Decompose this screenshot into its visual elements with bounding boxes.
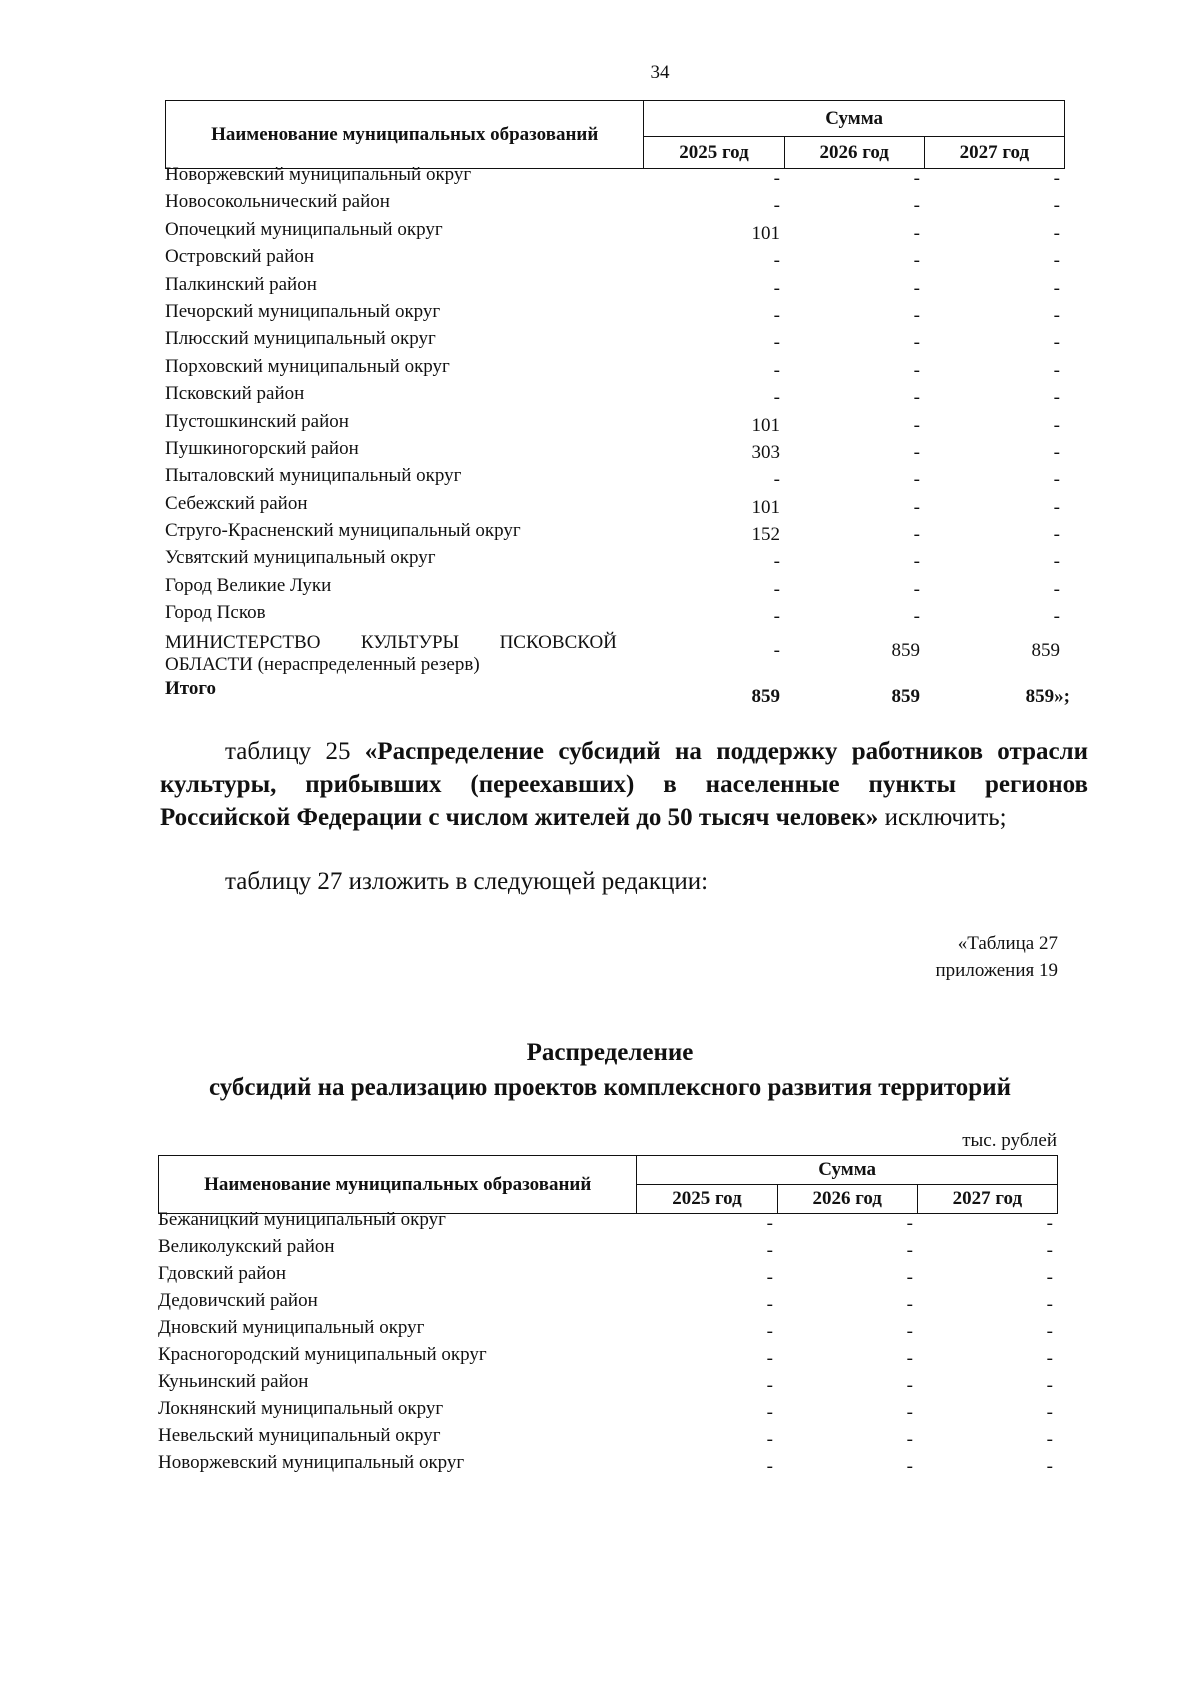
table-row xyxy=(158,1263,1058,1290)
table-row xyxy=(165,520,1065,547)
cell-value: - xyxy=(766,1456,773,1477)
table-row xyxy=(165,465,1065,492)
cell-value: - xyxy=(766,1240,773,1261)
cell-value: - xyxy=(766,1267,773,1288)
table-row xyxy=(158,1236,1058,1263)
row-name: Куньинский район xyxy=(158,1371,309,1392)
table-row xyxy=(165,493,1065,520)
table1-header xyxy=(165,100,1065,169)
cell-value: - xyxy=(906,1429,913,1450)
cell-value: - xyxy=(766,1294,773,1315)
table-row xyxy=(158,1452,1058,1479)
cell-value: 859 xyxy=(1031,640,1060,661)
cell-value: - xyxy=(1053,414,1060,436)
row-name: Бежаницкий муниципальный округ xyxy=(158,1209,446,1230)
table-row xyxy=(165,246,1065,273)
table-row xyxy=(158,1398,1058,1425)
cell-value: - xyxy=(913,277,920,299)
cell-value: - xyxy=(906,1267,913,1288)
cell-value: - xyxy=(773,578,780,600)
cell-value: - xyxy=(1046,1267,1053,1288)
table-row xyxy=(165,383,1065,410)
row-name: Гдовский район xyxy=(158,1263,287,1284)
page-number: 34 xyxy=(650,62,670,83)
para-bold-title: «Распределение субсидий на поддержку работников отрасли культуры, прибывших (переехавших) в населенные пункты регионов Российской Федерации с числом жителей до 50 тысяч человек» xyxy=(160,738,1088,831)
row-name: Новосокольнический район xyxy=(165,191,390,213)
name-column-header: Наименование муниципальных образований xyxy=(166,101,644,169)
cell-value: - xyxy=(1046,1402,1053,1423)
cell-value: - xyxy=(773,469,780,491)
cell-value: - xyxy=(1053,222,1060,244)
cell-value: - xyxy=(773,168,780,189)
year-header: 2026 год xyxy=(784,137,924,169)
cell-value: 859 xyxy=(891,640,920,661)
cell-value: - xyxy=(906,1294,913,1315)
cell-value: - xyxy=(1046,1213,1053,1234)
table1-total-row xyxy=(165,678,1070,707)
cell-value: - xyxy=(1053,496,1060,518)
table2-body xyxy=(158,1209,1058,1479)
cell-value: - xyxy=(773,551,780,573)
table-row xyxy=(165,274,1065,301)
cell-value: - xyxy=(913,441,920,463)
cell-value: 101 xyxy=(751,414,780,436)
cell-value: - xyxy=(913,359,920,381)
cell-value: - xyxy=(1046,1429,1053,1450)
cell-value: 101 xyxy=(751,222,780,244)
year-header: 2026 год xyxy=(777,1185,917,1214)
cell-value: - xyxy=(773,332,780,354)
table-row xyxy=(165,328,1065,355)
cell-value: - xyxy=(913,387,920,409)
row-name: Псковский район xyxy=(165,383,305,405)
table2-header xyxy=(158,1155,1058,1214)
table-row xyxy=(158,1317,1058,1344)
cell-value: - xyxy=(766,1429,773,1450)
cell-value: - xyxy=(913,222,920,244)
row-name: Усвятский муниципальный округ xyxy=(165,547,436,569)
total-label: Итого xyxy=(165,678,217,699)
sum-header: Сумма xyxy=(644,101,1065,137)
row-name: Пушкиногорский район xyxy=(165,437,359,459)
title-line1: Распределение xyxy=(526,1039,694,1066)
table-row xyxy=(165,602,1065,629)
row-name: Порховский муниципальный округ xyxy=(165,355,450,377)
cell-value: - xyxy=(913,304,920,326)
cell-value: - xyxy=(1046,1294,1053,1315)
cell-value: - xyxy=(1053,387,1060,409)
cell-value: - xyxy=(1053,195,1060,217)
cell-value: - xyxy=(913,524,920,546)
row-name: Опочецкий муниципальный округ xyxy=(165,218,443,240)
cell-value: - xyxy=(913,250,920,272)
table1-ministry-row xyxy=(165,632,1065,676)
table-row xyxy=(165,219,1065,246)
cell-value: - xyxy=(773,250,780,272)
units-label: тыс. рублей xyxy=(962,1130,1057,1151)
cell-value: 152 xyxy=(751,524,780,546)
cell-value: - xyxy=(773,304,780,326)
cell-value: - xyxy=(906,1375,913,1396)
table-row xyxy=(165,356,1065,383)
cell-value: - xyxy=(773,387,780,409)
table-row xyxy=(165,547,1065,574)
year-header: 2025 год xyxy=(644,137,784,169)
cell-value: - xyxy=(1053,469,1060,491)
cell-value: - xyxy=(1053,304,1060,326)
row-name: Островский район xyxy=(165,246,315,268)
table-row xyxy=(165,164,1065,191)
ministry-name-line2: ОБЛАСТИ (нераспределенный резерв) xyxy=(165,654,480,675)
cell-value: - xyxy=(1053,168,1060,189)
paragraph-table27: таблицу 27 изложить в следующей редакции: xyxy=(225,868,709,895)
row-name: Невельский муниципальный округ xyxy=(158,1425,441,1446)
cell-value: - xyxy=(773,640,780,661)
row-name: Плюсский муниципальный округ xyxy=(165,328,436,350)
cell-value: - xyxy=(1046,1375,1053,1396)
cell-value: - xyxy=(773,277,780,299)
row-name: Новоржевский муниципальный округ xyxy=(158,1452,465,1473)
cell-value: - xyxy=(1053,250,1060,272)
row-name: Великолукский район xyxy=(158,1236,335,1257)
year-header: 2027 год xyxy=(924,137,1064,169)
row-name: Струго-Красненский муниципальный округ xyxy=(165,520,521,542)
row-name: Город Великие Луки xyxy=(165,574,332,596)
table-row xyxy=(158,1290,1058,1317)
row-name: Себежский район xyxy=(165,492,308,514)
cell-value: - xyxy=(913,551,920,573)
cell-value: - xyxy=(1053,551,1060,573)
row-name: Палкинский район xyxy=(165,273,317,295)
title-line2: субсидий на реализацию проектов комплексного развития территорий xyxy=(208,1074,1012,1101)
cell-value: 303 xyxy=(751,441,780,463)
table-ref-line1: «Таблица 27 xyxy=(957,933,1058,954)
cell-value: - xyxy=(906,1348,913,1369)
cell-value: - xyxy=(913,414,920,436)
cell-value: - xyxy=(913,578,920,600)
cell-value: - xyxy=(1053,578,1060,600)
cell-value: - xyxy=(766,1375,773,1396)
row-name: Пустошкинский район xyxy=(165,410,349,432)
cell-value: - xyxy=(906,1456,913,1477)
table-title xyxy=(160,1035,1060,1105)
cell-value: - xyxy=(773,359,780,381)
row-name: Новоржевский муниципальный округ xyxy=(165,164,472,185)
year-header: 2027 год xyxy=(917,1185,1057,1214)
table-reference xyxy=(936,930,1058,984)
row-name: Дновский муниципальный округ xyxy=(158,1317,425,1338)
table-row xyxy=(158,1425,1058,1452)
cell-value: - xyxy=(906,1321,913,1342)
row-name: Город Псков xyxy=(165,602,266,624)
total-value: 859 xyxy=(751,686,780,707)
row-name: Дедовичский район xyxy=(158,1290,318,1311)
cell-value: - xyxy=(906,1240,913,1261)
cell-value: - xyxy=(1053,359,1060,381)
paragraph-table25 xyxy=(160,735,1088,834)
cell-value: - xyxy=(1046,1321,1053,1342)
cell-value: - xyxy=(1053,332,1060,354)
table-row xyxy=(165,438,1065,465)
cell-value: - xyxy=(1046,1348,1053,1369)
cell-value: - xyxy=(913,332,920,354)
cell-value: - xyxy=(913,469,920,491)
table-row xyxy=(165,191,1065,218)
table-row xyxy=(158,1371,1058,1398)
cell-value: - xyxy=(906,1213,913,1234)
year-header: 2025 год xyxy=(637,1185,777,1214)
cell-value: - xyxy=(913,168,920,189)
cell-value: - xyxy=(906,1402,913,1423)
total-value: 859»; xyxy=(1025,686,1070,707)
name-column-header: Наименование муниципальных образований xyxy=(159,1156,637,1214)
cell-value: - xyxy=(1053,441,1060,463)
table-row xyxy=(165,575,1065,602)
cell-value: - xyxy=(1053,277,1060,299)
table-row xyxy=(165,411,1065,438)
cell-value: - xyxy=(913,606,920,628)
row-name: Печорский муниципальный округ xyxy=(165,300,441,322)
row-name: Красногородский муниципальный округ xyxy=(158,1344,487,1365)
cell-value: - xyxy=(913,195,920,217)
table-row xyxy=(165,301,1065,328)
cell-value: - xyxy=(773,195,780,217)
para-prefix: таблицу 25 xyxy=(225,738,365,765)
cell-value: - xyxy=(766,1402,773,1423)
row-name: Пыталовский муниципальный округ xyxy=(165,465,462,487)
row-name: Локнянский муниципальный округ xyxy=(158,1398,444,1419)
cell-value: - xyxy=(773,606,780,628)
cell-value: - xyxy=(1046,1240,1053,1261)
cell-value: 101 xyxy=(751,496,780,518)
para-suffix: исключить; xyxy=(878,804,1007,831)
cell-value: - xyxy=(913,496,920,518)
cell-value: - xyxy=(766,1321,773,1342)
table1-body xyxy=(165,164,1065,630)
cell-value: - xyxy=(1053,606,1060,628)
cell-value: - xyxy=(1046,1456,1053,1477)
sum-header: Сумма xyxy=(637,1156,1058,1185)
table-ref-line2: приложения 19 xyxy=(935,960,1058,981)
cell-value: - xyxy=(766,1348,773,1369)
cell-value: - xyxy=(1053,524,1060,546)
cell-value: - xyxy=(766,1213,773,1234)
table-row xyxy=(158,1209,1058,1236)
ministry-name-line1: МИНИСТЕРСТВО КУЛЬТУРЫ ПСКОВСКОЙ xyxy=(165,632,617,653)
total-value: 859 xyxy=(891,686,920,707)
table-row xyxy=(158,1344,1058,1371)
